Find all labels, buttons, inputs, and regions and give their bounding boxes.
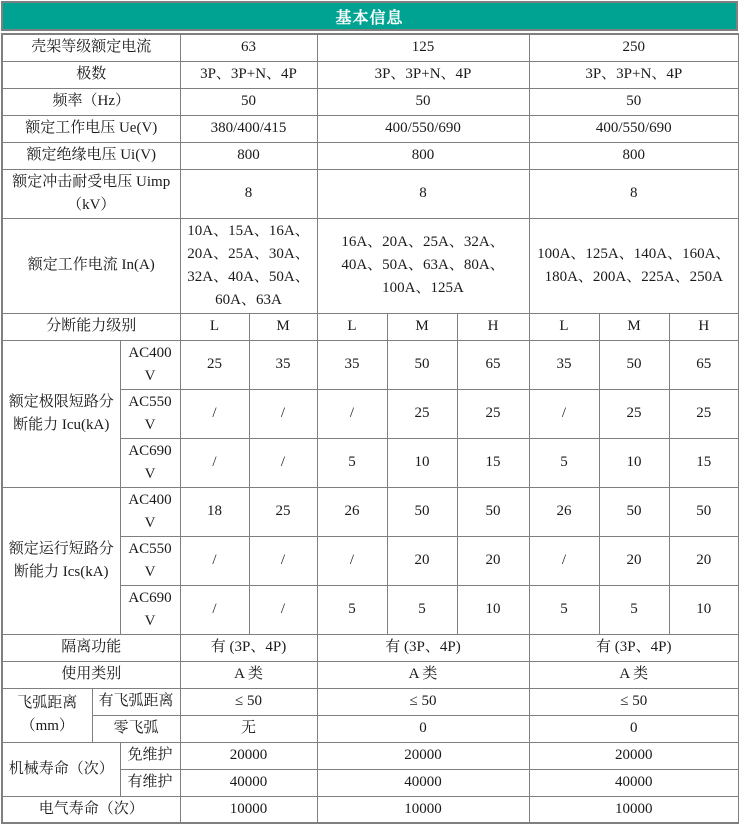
cell-value: 50 [669, 487, 739, 536]
cell-value: / [249, 389, 317, 438]
table-row [2, 218, 739, 313]
table-row [2, 313, 739, 340]
spec-table [1, 33, 739, 824]
row-sublabel: AC400V [120, 487, 180, 536]
cell-value: / [180, 389, 249, 438]
cell-value: 5 [387, 585, 457, 634]
cell-value: 5 [317, 438, 387, 487]
row-label: 使用类别 [2, 661, 180, 688]
cell-value: 50 [387, 487, 457, 536]
cell-value: M [599, 313, 669, 340]
cell-value: 16A、20A、25A、32A、40A、50A、63A、80A、100A、125A [317, 218, 529, 313]
row-label: 壳架等级额定电流 [2, 34, 180, 61]
row-label: 额定工作电压 Ue(V) [2, 115, 180, 142]
table-title: 基本信息 [335, 9, 404, 27]
cell-value: / [529, 389, 599, 438]
cell-value: 无 [180, 715, 317, 742]
row-label: 分断能力级别 [2, 313, 180, 340]
row-sublabel: AC400V [120, 340, 180, 389]
row-label: 频率（Hz） [2, 88, 180, 115]
cell-value: M [249, 313, 317, 340]
cell-value: / [317, 389, 387, 438]
row-sublabel: AC690V [120, 438, 180, 487]
table-row [2, 88, 739, 115]
cell-value: 125 [317, 34, 529, 61]
cell-value: 800 [180, 142, 317, 169]
row-sublabel: 零飞弧 [92, 715, 180, 742]
cell-value: 有 (3P、4P) [180, 634, 317, 661]
cell-value: 20000 [529, 742, 739, 769]
cell-value: 63 [180, 34, 317, 61]
cell-value: 10 [599, 438, 669, 487]
cell-value: 8 [317, 169, 529, 218]
row-label: 额定冲击耐受电压 Uimp（kV） [2, 169, 180, 218]
cell-value: 3P、3P+N、4P [317, 61, 529, 88]
row-sublabel: 有维护 [120, 769, 180, 796]
cell-value: 10000 [180, 796, 317, 823]
cell-value: 20 [457, 536, 529, 585]
cell-value: 26 [529, 487, 599, 536]
cell-value: 250 [529, 34, 739, 61]
cell-value: 10 [387, 438, 457, 487]
cell-value: 15 [669, 438, 739, 487]
cell-value: 65 [669, 340, 739, 389]
table-row [2, 796, 739, 823]
cell-value: 380/400/415 [180, 115, 317, 142]
cell-value: A 类 [180, 661, 317, 688]
row-sublabel: 有飞弧距离 [92, 688, 180, 715]
cell-value: ≤ 50 [529, 688, 739, 715]
cell-value: L [317, 313, 387, 340]
cell-value: 3P、3P+N、4P [180, 61, 317, 88]
cell-value: L [180, 313, 249, 340]
cell-value: 25 [387, 389, 457, 438]
row-sublabel: AC690V [120, 585, 180, 634]
spec-table-body [2, 34, 739, 823]
cell-value: 800 [317, 142, 529, 169]
cell-value: 35 [529, 340, 599, 389]
cell-value: 25 [669, 389, 739, 438]
table-row [2, 61, 739, 88]
row-sublabel: 免维护 [120, 742, 180, 769]
row-label: 额定绝缘电压 Ui(V) [2, 142, 180, 169]
cell-value: 20 [387, 536, 457, 585]
cell-value: 50 [387, 340, 457, 389]
cell-value: 有 (3P、4P) [317, 634, 529, 661]
table-row [2, 661, 739, 688]
table-row [2, 34, 739, 61]
cell-value: / [180, 536, 249, 585]
cell-value: / [249, 438, 317, 487]
table-title-bar [1, 1, 738, 31]
row-label: 飞弧距离（mm） [2, 688, 92, 742]
row-label: 机械寿命（次） [2, 742, 120, 796]
cell-value: 25 [599, 389, 669, 438]
cell-value: / [249, 536, 317, 585]
cell-value: 50 [529, 88, 739, 115]
cell-value: ≤ 50 [317, 688, 529, 715]
table-row [2, 169, 739, 218]
cell-value: 有 (3P、4P) [529, 634, 739, 661]
cell-value: 40000 [180, 769, 317, 796]
cell-value: 35 [317, 340, 387, 389]
cell-value: / [249, 585, 317, 634]
cell-value: ≤ 50 [180, 688, 317, 715]
table-row [2, 487, 739, 536]
cell-value: 25 [180, 340, 249, 389]
cell-value: 20 [599, 536, 669, 585]
cell-value: 5 [529, 438, 599, 487]
cell-value: 25 [457, 389, 529, 438]
row-label: 额定运行短路分断能力 Ics(kA) [2, 487, 120, 634]
cell-value: 10000 [529, 796, 739, 823]
cell-value: 100A、125A、140A、160A、180A、200A、225A、250A [529, 218, 739, 313]
cell-value: 8 [180, 169, 317, 218]
cell-value: H [457, 313, 529, 340]
cell-value: 10000 [317, 796, 529, 823]
cell-value: 8 [529, 169, 739, 218]
cell-value: / [529, 536, 599, 585]
cell-value: 26 [317, 487, 387, 536]
cell-value: 15 [457, 438, 529, 487]
cell-value: L [529, 313, 599, 340]
row-label: 极数 [2, 61, 180, 88]
cell-value: 20000 [180, 742, 317, 769]
cell-value: 25 [249, 487, 317, 536]
cell-value: / [180, 438, 249, 487]
row-label: 额定工作电流 In(A) [2, 218, 180, 313]
cell-value: 800 [529, 142, 739, 169]
row-label: 电气寿命（次） [2, 796, 180, 823]
cell-value: 20000 [317, 742, 529, 769]
cell-value: 18 [180, 487, 249, 536]
table-row [2, 742, 739, 769]
table-row [2, 142, 739, 169]
cell-value: 5 [317, 585, 387, 634]
cell-value: / [317, 536, 387, 585]
cell-value: 5 [529, 585, 599, 634]
cell-value: 5 [599, 585, 669, 634]
cell-value: 50 [599, 487, 669, 536]
cell-value: 0 [529, 715, 739, 742]
table-row [2, 634, 739, 661]
table-row [2, 340, 739, 389]
table-row [2, 115, 739, 142]
cell-value: 0 [317, 715, 529, 742]
cell-value: 40000 [529, 769, 739, 796]
row-label: 隔离功能 [2, 634, 180, 661]
cell-value: 10 [669, 585, 739, 634]
cell-value: 65 [457, 340, 529, 389]
row-sublabel: AC550V [120, 389, 180, 438]
cell-value: 50 [457, 487, 529, 536]
cell-value: A 类 [317, 661, 529, 688]
cell-value: 10 [457, 585, 529, 634]
row-label: 额定极限短路分断能力 Icu(kA) [2, 340, 120, 487]
cell-value: 10A、15A、16A、20A、25A、30A、32A、40A、50A、60A、63A [180, 218, 317, 313]
cell-value: 20 [669, 536, 739, 585]
cell-value: 50 [599, 340, 669, 389]
table-row [2, 715, 739, 742]
cell-value: 400/550/690 [317, 115, 529, 142]
cell-value: 3P、3P+N、4P [529, 61, 739, 88]
cell-value: A 类 [529, 661, 739, 688]
cell-value: 50 [180, 88, 317, 115]
cell-value: 40000 [317, 769, 529, 796]
cell-value: 35 [249, 340, 317, 389]
cell-value: / [180, 585, 249, 634]
cell-value: H [669, 313, 739, 340]
row-sublabel: AC550V [120, 536, 180, 585]
cell-value: 400/550/690 [529, 115, 739, 142]
table-row [2, 688, 739, 715]
cell-value: 50 [317, 88, 529, 115]
cell-value: M [387, 313, 457, 340]
